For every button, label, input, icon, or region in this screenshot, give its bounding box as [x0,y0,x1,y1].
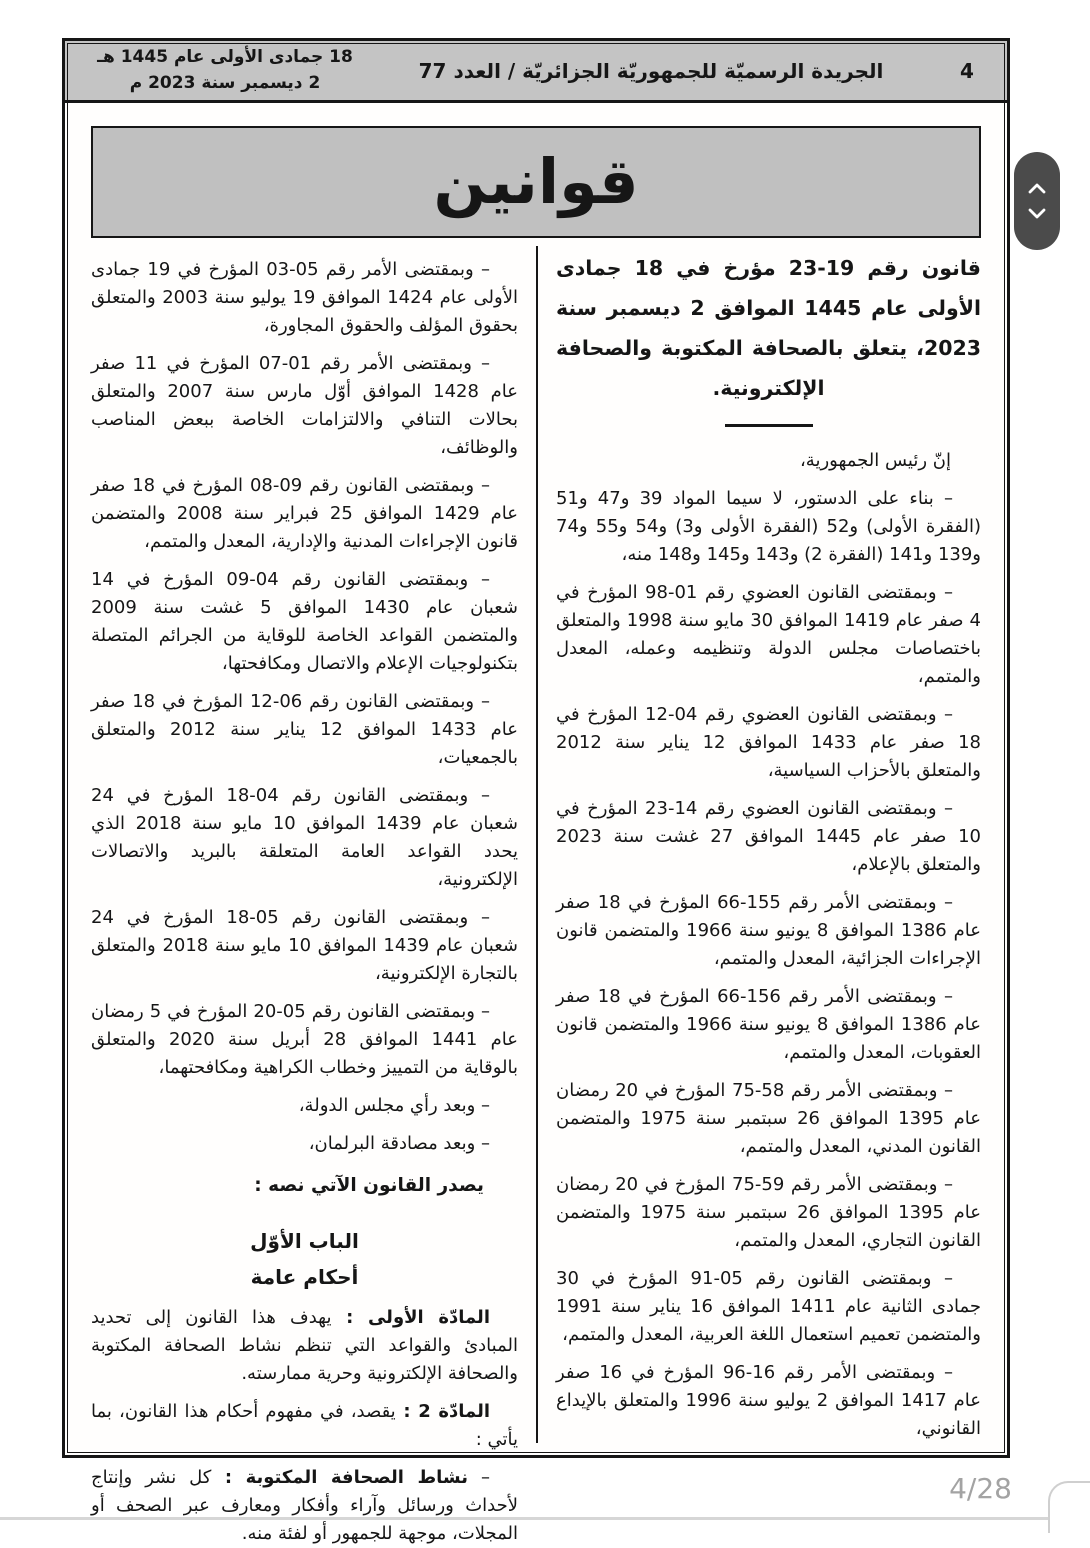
recital-law-20-05: – وبمقتضى القانون رقم 05-20 المؤرخ في 5 رمضان عام 1441 الموافق 28 أبريل سنة 2020 والمتعلق بالوقاية من التمييز وخطاب الكراهية ومكافحتهما، [91,1001,518,1078]
page-number: 4 [960,58,974,83]
recital-law-18-04: – وبمقتضى القانون رقم 04-18 المؤرخ في 24 شعبان عام 1439 الموافق 10 مايو سنة 2018 الذي يحدد القواعد العامة المتعلقة بالبريد والاتصالات الإلكترونية، [91,785,519,890]
recital-ordinance-75-59: – وبمقتضى الأمر رقم 59-75 المؤرخ في 20 رمضان عام 1395 الموافق 26 سبتمبر سنة 1975 والمتضمن القانون التجاري، المعدل والمتمم، [556,1174,981,1251]
recital-ordinance-96-16: – وبمقتضى الأمر رقم 16-96 المؤرخ في 16 صفر عام 1417 الموافق 2 يوليو سنة 1996 والمتعلق بالإيداع القانوني، [556,1362,981,1439]
section-banner [91,126,981,238]
title-separator [725,424,813,427]
chevron-down-icon [1027,208,1047,220]
recital-organic-law-98-01: – وبمقتضى القانون العضوي رقم 01-98 المؤرخ في 4 صفر عام 1419 الموافق 30 مايو سنة 1998 والمتعلق باختصاصات مجلس الدولة وتنظيمه وعمله، المعدل والمتمم، [556,582,981,687]
recital-law-18-05: – وبمقتضى القانون رقم 05-18 المؤرخ في 24 شعبان عام 1439 الموافق 10 مايو سنة 2018 والمتعلق بالتجارة الإلكترونية، [91,907,518,984]
scroll-up-button[interactable] [1027,182,1047,194]
section-banner-title: قوانين [433,145,639,218]
article-2: المادّة 2 : يقصد، في مفهوم أحكام هذا القانون، بما يأتي : [91,1401,518,1450]
recital-law-91-05: – وبمقتضى القانون رقم 05-91 المؤرخ في 30 جمادى الثانية عام 1411 الموافق 16 يناير سنة 1991 والمتضمن تعميم استعمال اللغة العربية، المعدل والمتمم، [556,1268,981,1345]
gazette-header [65,41,1007,103]
recital-ordinance-66-155: – وبمقتضى الأمر رقم 155-66 المؤرخ في 18 صفر عام 1386 الموافق 8 يونيو سنة 1966 والمتضمن قانون الإجراءات الجزائية، المعدل والمتمم، [556,892,981,969]
enactment-clause: يصدر القانون الآتي نصه : [254,1175,484,1196]
recital-organic-law-12-04: – وبمقتضى القانون العضوي رقم 04-12 المؤرخ في 18 صفر عام 1433 الموافق 12 يناير سنة 2012 والمتعلق بالأحزاب السياسية، [556,704,981,781]
recital-ordinance-07-01: – وبمقتضى الأمر رقم 01-07 المؤرخ في 11 صفر عام 1428 الموافق أوّل مارس سنة 2007 والمتعلق بحالات التنافي والالتزامات الخاصة ببعض المناصب والوظائف، [91,353,518,458]
recital-law-08-09: – وبمقتضى القانون رقم 09-08 المؤرخ في 18 صفر عام 1429 الموافق 25 فبراير سنة 2008 والمتضمن قانون الإجراءات المدنية والإدارية، المعدل والمتمم، [91,475,518,552]
scroll-down-button[interactable] [1027,208,1047,220]
page-indicator: 4/28 [949,1472,1012,1505]
page-columns [83,246,989,1544]
preamble-opening: إنّ رئيس الجمهورية، [799,450,951,471]
column-right [536,246,989,1443]
law-title: قانون رقم 19-23 مؤرخ في 18 جمادى الأولى عام 1445 الموافق 2 ديسمبر سنة 2023، يتعلق بالصحافة المكتوبة والصحافة الإلكترونية. [556,256,981,400]
recital-constitution: – بناء على الدستور، لا سيما المواد 39 و47 و51 (الفقرة الأولى) و52 (الفقرة الأولى و3) و54 و55 و74 و139 و141 (الفقرة 2) و143 و145 و148 منه، [556,488,981,565]
recital-law-12-06: – وبمقتضى القانون رقم 06-12 المؤرخ في 18 صفر عام 1433 الموافق 12 يناير سنة 2012 والمتعلق بالجمعيات، [91,691,518,768]
column-left [83,246,536,1544]
recital-ordinance-03-05: – وبمقتضى الأمر رقم 05-03 المؤرخ في 19 جمادى الأولى عام 1424 الموافق 19 يوليو سنة 2003 والمتعلق بحقوق المؤلف والحقوق المجاورة، [91,259,518,336]
viewer-corner-panel [1048,1481,1090,1533]
viewer-bottom-edge [0,1517,1048,1520]
council-of-state-opinion: – وبعد رأي مجلس الدولة، [298,1095,490,1116]
recital-ordinance-75-58: – وبمقتضى الأمر رقم 58-75 المؤرخ في 20 رمضان عام 1395 الموافق 26 سبتمبر سنة 1975 والمتضمن القانون المدني، المعدل والمتمم، [556,1080,981,1157]
scroll-widget [1014,152,1060,250]
date-gregorian: 2 ديسمبر سنة 2023 م [129,72,321,93]
article-1: المادّة الأولى : يهدف هذا القانون إلى تحديد المبادئ والقواعد التي تنظم نشاط الصحافة المكتوبة والصحافة الإلكترونية وحرية ممارسته. [91,1307,518,1384]
date-hijri: 18 جمادى الأولى عام 1445 هـ [97,47,353,67]
chevron-up-icon [1027,182,1047,194]
chapter-1-title: الباب الأوّل [250,1229,359,1253]
definition-written-press: – نشاط الصحافة المكتوبة : كل نشر وإنتاج لأحداث ورسائل وآراء وأفكار ومعارف عبر الصحف أو المجلات، موجهة للجمهور أو لفئة منه. [91,1467,518,1544]
recital-organic-law-23-14: – وبمقتضى القانون العضوي رقم 14-23 المؤرخ في 10 صفر عام 1445 الموافق 27 غشت سنة 2023 والمتعلق بالإعلام، [556,798,981,875]
recital-ordinance-66-156: – وبمقتضى الأمر رقم 156-66 المؤرخ في 18 صفر عام 1386 الموافق 8 يونيو سنة 1966 والمتضمن قانون العقوبات، المعدل والمتمم، [556,986,981,1063]
gazette-page [62,38,1010,1544]
chapter-1-subtitle: أحكام عامة [250,1265,359,1289]
parliament-approval: – وبعد مصادقة البرلمان، [308,1133,490,1154]
issue-dates [65,45,375,96]
journal-title: الجريدة الرسميّة للجمهوريّة الجزائريّة / العدد 77 [418,58,884,83]
recital-law-09-04: – وبمقتضى القانون رقم 04-09 المؤرخ في 14 شعبان عام 1430 الموافق 5 غشت سنة 2009 والمتضمن القواعد الخاصة للوقاية من الجرائم المتصلة بتكنولوجيات الإعلام والاتصال ومكافحتها، [91,569,518,674]
